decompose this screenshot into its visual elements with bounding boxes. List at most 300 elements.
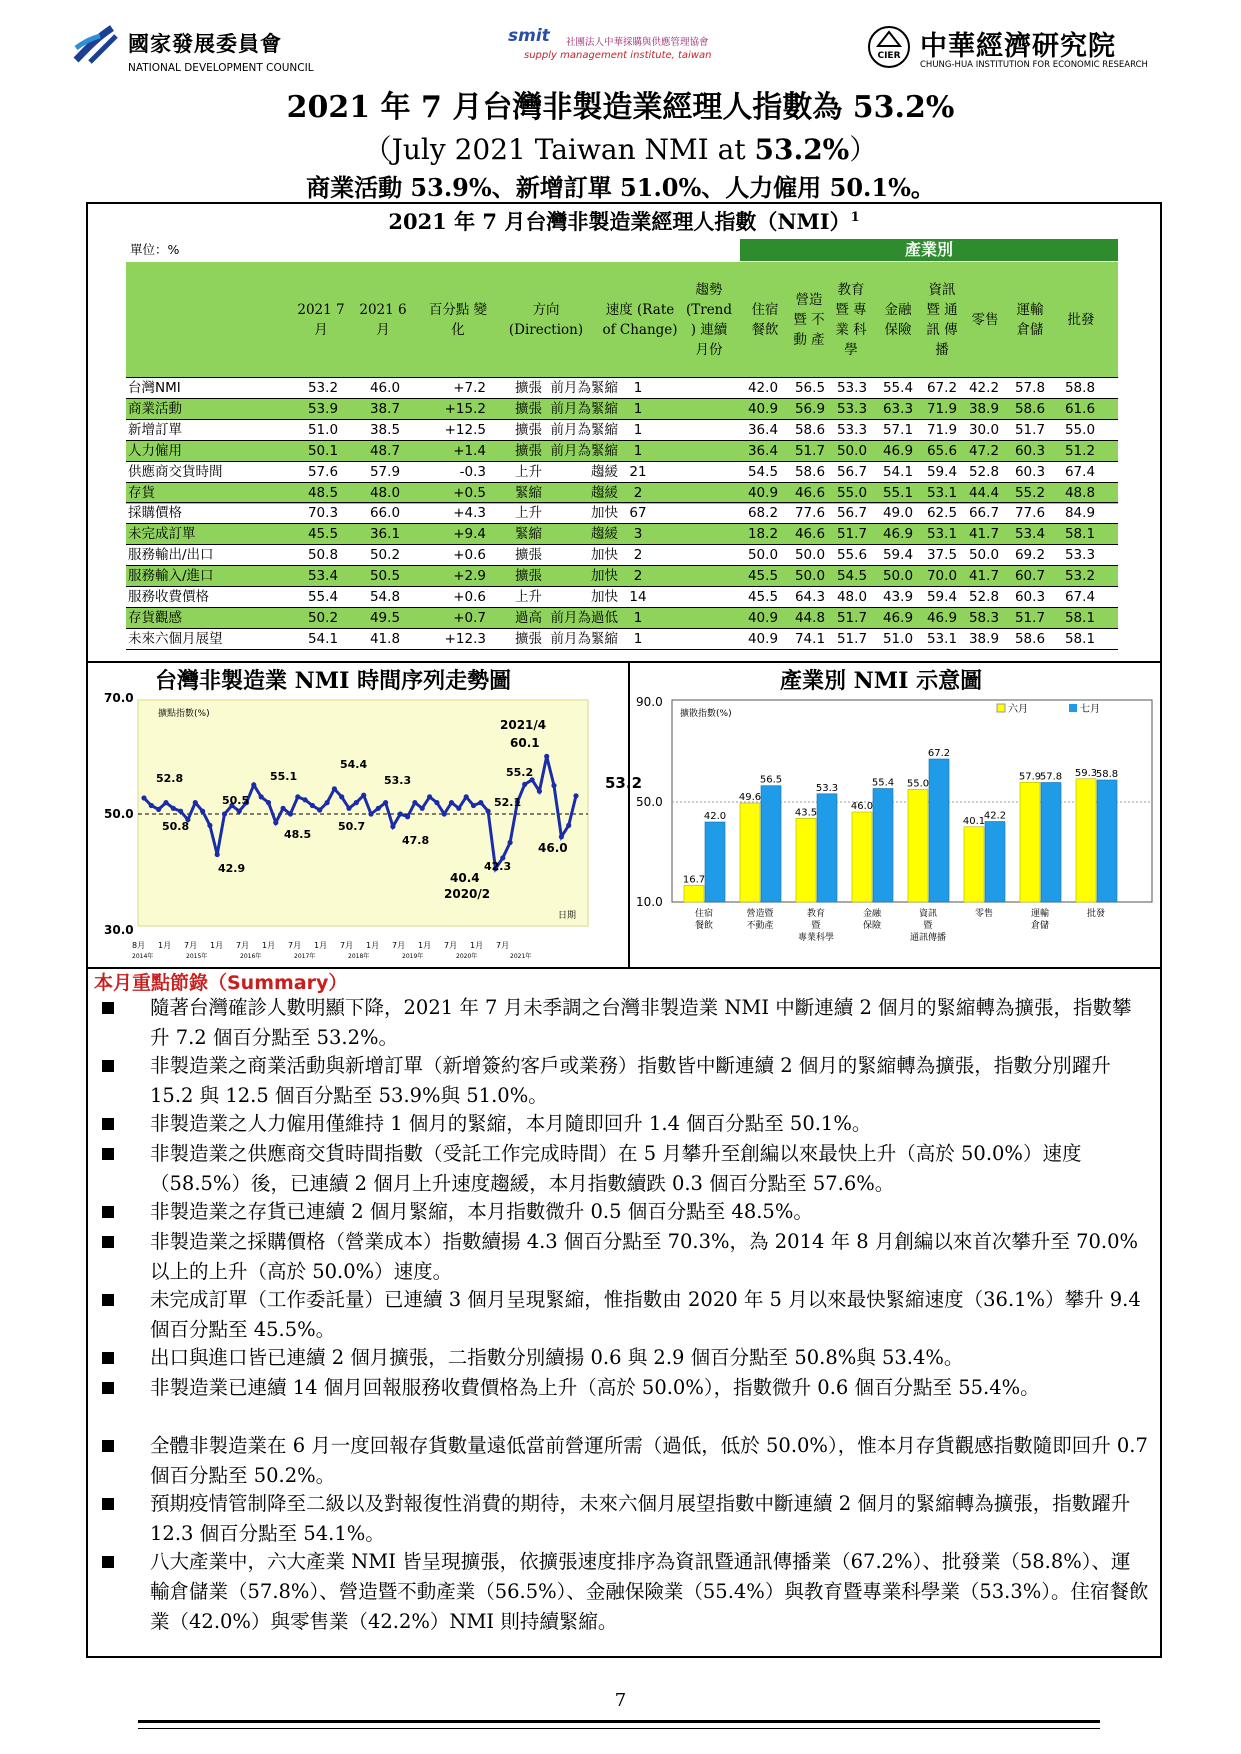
cell-industry-1: 54.5 <box>747 463 779 480</box>
row-label: 服務輸入/進口 <box>128 568 214 585</box>
nmi-series-point <box>339 794 344 799</box>
nmi-series-point <box>398 811 403 816</box>
nmi-series-point <box>405 814 410 819</box>
header-jun: 2021 6月 <box>359 301 407 338</box>
x-tick-label: 7月 <box>184 941 198 950</box>
cell-industry-8: 51.2 <box>1064 442 1096 459</box>
nmi-series-point <box>273 820 278 825</box>
nmi-series-point <box>551 783 556 788</box>
cell-industry-4: 54.1 <box>882 463 914 480</box>
cell-rate: 趨緩 <box>591 463 618 480</box>
cell-jul: 53.9 <box>307 400 339 417</box>
cell-trend: 2 <box>633 568 643 585</box>
bullet-square-icon <box>102 1148 114 1160</box>
bar-value-label: 55.0 <box>906 778 930 790</box>
cell-industry-4: 43.9 <box>882 589 914 605</box>
smit-wordmark: smit <box>508 26 550 46</box>
cell-industry-5: 71.9 <box>926 400 958 417</box>
cell-chg: +1.4 <box>453 442 486 459</box>
nmi-series-point <box>537 789 542 794</box>
nmi-time-series-chart <box>88 691 643 966</box>
cell-industry-6: 30.0 <box>968 421 1000 438</box>
cell-industry-3: 50.0 <box>836 442 868 459</box>
row-label: 新增訂單 <box>128 421 182 438</box>
cell-trend: 1 <box>633 609 643 626</box>
bullet-square-icon <box>102 1382 114 1394</box>
cier-logo <box>866 20 1166 76</box>
bar-value-label: 55.4 <box>871 777 895 789</box>
cell-dir: 上升 <box>515 463 542 480</box>
header-rate: 速度 (Rate of Change) <box>602 301 678 338</box>
cell-industry-6: 44.4 <box>968 484 1000 501</box>
nmi-series-point <box>178 809 183 814</box>
line-chart-plot-area <box>138 700 588 926</box>
summary-text: 未完成訂單（工作委託量）已連續 3 個月呈現緊縮，惟指數由 2020 年 5 月以來最快緊縮速度（36.1%）攀升 9.4 個百分點至 45.5%。 <box>150 1288 1141 1341</box>
cell-rate: 加快 <box>591 589 618 605</box>
summary-item <box>150 1547 1150 1637</box>
cell-industry-7: 60.3 <box>1014 442 1046 459</box>
summary-text: 非製造業之採購價格（營業成本）指數續揚 4.3 個百分點至 70.3%，為 2014 年 8 月創編以來首次攀升至 70.0%以上的上升（高於 50.0%）速度。 <box>150 1230 1139 1283</box>
table-row <box>126 462 1118 483</box>
year-tick-label: 2021年 <box>510 953 532 960</box>
bar-july <box>873 789 893 903</box>
cier-english-name: CHUNG-HUA INSTITUTION FOR ECONOMIC RESEARCH <box>920 60 1148 70</box>
cell-jun: 48.7 <box>369 442 401 459</box>
nmi-series-point <box>471 803 476 808</box>
cell-industry-8: 58.1 <box>1064 526 1096 543</box>
table-row <box>126 483 1118 504</box>
cell-industry-6: 47.2 <box>968 442 1000 459</box>
category-label: 暨 <box>811 921 821 931</box>
summary-item <box>150 1373 1150 1403</box>
row-label: 採購價格 <box>128 505 182 522</box>
category-label: 住宿 <box>694 909 714 919</box>
table-row <box>126 524 1118 545</box>
cell-industry-7: 58.6 <box>1014 400 1046 417</box>
bar-july <box>985 822 1005 903</box>
cell-industry-7: 51.7 <box>1014 421 1046 438</box>
bar-value-label: 49.6 <box>738 792 762 803</box>
category-label: 運輸 <box>1030 909 1050 919</box>
cell-industry-1: 40.9 <box>747 400 779 417</box>
annotation-trough-date: 2020/2 <box>444 887 491 901</box>
cell-chg: +0.6 <box>453 589 486 605</box>
table-row <box>126 399 1118 420</box>
annotation-a9: 53.3 <box>384 774 412 787</box>
summary-item <box>150 993 1150 1053</box>
cell-rate: 前月為緊縮 <box>550 380 618 396</box>
row-label: 商業活動 <box>128 400 182 417</box>
cell-jul: 50.8 <box>307 547 339 564</box>
cell-industry-8: 67.4 <box>1064 589 1096 605</box>
footer-rule <box>138 1720 1100 1723</box>
x-tick-label: 7月 <box>444 941 458 950</box>
cell-industry-3: 51.7 <box>836 630 868 647</box>
bar-value-label: 46.0 <box>850 801 874 812</box>
cier-badge-text: CIER <box>877 51 901 61</box>
category-label: 零售 <box>974 909 994 919</box>
line-chart-x-label: 日期 <box>558 911 577 921</box>
annotation-a11: 42.3 <box>484 860 512 873</box>
bar-value-label: 43.5 <box>794 807 818 819</box>
summary-item <box>150 1285 1150 1345</box>
category-label: 金融 <box>862 909 882 919</box>
cell-industry-7: 51.7 <box>1014 609 1046 626</box>
cell-dir: 上升 <box>515 505 542 522</box>
x-tick-label: 1月 <box>262 941 276 950</box>
bullet-square-icon <box>102 1352 114 1364</box>
cell-industry-6: 38.9 <box>968 630 1000 647</box>
line-chart-legend: 擴點指數(%) <box>158 709 210 719</box>
summary-item <box>150 1197 1150 1227</box>
header-direction: 方向 (Direction) <box>508 301 584 338</box>
nmi-series-point <box>456 806 461 811</box>
cell-jul: 54.1 <box>307 630 339 647</box>
cell-chg: +15.2 <box>444 400 486 417</box>
line-chart-title: 台灣非製造業 NMI 時間序列走勢圖 <box>155 668 512 694</box>
cell-jul: 55.4 <box>307 589 339 605</box>
cell-industry-6: 66.7 <box>968 505 1000 522</box>
year-tick-label: 2016年 <box>240 953 262 960</box>
nmi-series-point <box>449 800 454 805</box>
cell-industry-1: 40.9 <box>747 630 779 647</box>
bar-july <box>1097 780 1117 902</box>
cell-industry-5: 59.4 <box>926 589 958 605</box>
cell-rate: 前月為緊縮 <box>550 630 618 647</box>
category-label: 倉儲 <box>1030 921 1050 931</box>
cell-industry-8: 58.8 <box>1064 380 1096 396</box>
cell-rate: 前月為緊縮 <box>550 421 618 438</box>
row-label: 未來六個月展望 <box>128 630 223 647</box>
nmi-series-point <box>215 852 220 857</box>
annotation-a8: 50.7 <box>338 820 366 833</box>
cell-industry-3: 55.0 <box>836 484 868 501</box>
bullet-square-icon <box>102 1440 114 1452</box>
cell-dir: 擴張 <box>515 380 542 396</box>
cell-industry-4: 51.0 <box>882 630 914 647</box>
cell-industry-6: 38.9 <box>968 400 1000 417</box>
nmi-series-point <box>163 800 168 805</box>
nmi-series-point <box>478 800 483 805</box>
cell-dir: 擴張 <box>515 547 542 564</box>
cell-industry-7: 57.8 <box>1014 380 1046 396</box>
cell-industry-8: 55.0 <box>1064 421 1096 438</box>
row-label: 未完成訂單 <box>128 526 196 543</box>
bar-june <box>796 818 816 902</box>
cell-jun: 48.0 <box>369 484 401 501</box>
cell-industry-8: 53.3 <box>1064 547 1096 564</box>
nmi-series-point <box>559 834 564 839</box>
annotation-a4: 42.9 <box>218 862 246 875</box>
nmi-series-point <box>141 795 146 800</box>
cell-chg: +12.3 <box>444 630 486 647</box>
nmi-series-point <box>237 809 242 814</box>
legend-swatch-june <box>997 704 1005 712</box>
industry-nmi-bar-chart <box>632 692 1160 966</box>
ndc-logo <box>72 20 372 76</box>
bar-july <box>761 786 781 902</box>
bar-value-label: 42.0 <box>703 811 727 822</box>
summary-text: 非製造業之人力僱用僅維持 1 個月的緊縮，本月隨即回升 1.4 個百分點至 50.1%。 <box>150 1112 872 1135</box>
header-industry-1: 住宿 餐飲 <box>751 301 779 338</box>
cell-trend: 2 <box>633 547 643 564</box>
cell-jun: 46.0 <box>369 380 401 396</box>
cell-trend: 2 <box>633 484 643 501</box>
nmi-series-point <box>295 794 300 799</box>
bullet-square-icon <box>102 1294 114 1306</box>
bar-june <box>740 803 760 902</box>
row-label: 人力僱用 <box>128 442 182 459</box>
nmi-series-point <box>573 793 578 798</box>
cell-industry-8: 58.1 <box>1064 609 1096 626</box>
summary-item <box>150 1489 1150 1549</box>
cell-dir: 擴張 <box>515 442 542 459</box>
title-en-value: 53.2% <box>754 133 850 166</box>
ndc-name: 國家發展委員會 <box>128 32 282 56</box>
table-title <box>86 206 1162 236</box>
summary-text: 非製造業之供應商交貨時間指數（受託工作完成時間）在 5 月攀升至創編以來最快上升（高於 50.0%）速度（58.5%）後，已連續 2 個月上升速度趨緩，本月指數續跌 0.3 個百分點至 57.6%。 <box>150 1142 1082 1195</box>
row-divider <box>126 649 1118 650</box>
cell-industry-5: 70.0 <box>926 568 958 585</box>
nmi-series-point <box>361 793 366 798</box>
cell-jun: 50.2 <box>369 547 401 564</box>
nmi-series-point <box>171 806 176 811</box>
title-en-suffix: ） <box>849 133 878 166</box>
table-row <box>126 566 1118 587</box>
cell-trend: 3 <box>633 526 643 543</box>
category-label: 專業科學 <box>797 933 835 943</box>
cell-industry-2: 50.0 <box>794 547 826 564</box>
smit-chinese-name: 社團法人中華採購與供應管理協會 <box>566 37 709 48</box>
header-trend: 趨勢 (Trend ) 連續 月份 <box>685 281 733 358</box>
bar-value-label: 58.8 <box>1095 769 1119 780</box>
cell-industry-3: 55.6 <box>836 547 868 564</box>
row-label: 存貨 <box>128 484 155 501</box>
bar-june <box>964 827 984 902</box>
header-pct-change: 百分點 變化 <box>428 301 488 338</box>
cell-chg: -0.3 <box>459 463 486 480</box>
cell-industry-5: 65.6 <box>926 442 958 459</box>
bullet-square-icon <box>102 1498 114 1510</box>
year-tick-label: 2020年 <box>456 953 478 960</box>
cell-trend: 1 <box>633 421 643 438</box>
nmi-series-point <box>376 806 381 811</box>
cell-industry-8: 61.6 <box>1064 400 1096 417</box>
category-label: 餐飲 <box>694 921 714 931</box>
cell-industry-5: 53.1 <box>926 484 958 501</box>
annotation-a12: 55.2 <box>506 766 534 779</box>
cell-trend: 1 <box>633 442 643 459</box>
cell-industry-7: 69.2 <box>1014 547 1046 564</box>
cell-industry-4: 50.0 <box>882 568 914 585</box>
x-tick-label: 7月 <box>288 941 302 950</box>
bar-value-label: 57.9 <box>1018 771 1042 783</box>
smit-logo <box>508 26 748 66</box>
cell-industry-2: 44.8 <box>794 609 826 626</box>
x-tick-label: 8月 <box>132 941 146 950</box>
cell-industry-4: 55.4 <box>882 380 914 396</box>
nmi-series-point <box>508 840 513 845</box>
annotation-a2: 50.8 <box>162 820 190 833</box>
category-label: 批發 <box>1086 909 1106 919</box>
cell-industry-3: 56.7 <box>836 505 868 522</box>
nmi-series-point <box>383 800 388 805</box>
cell-industry-6: 42.2 <box>968 380 1000 396</box>
nmi-series-point <box>332 786 337 791</box>
cell-industry-8: 58.1 <box>1064 630 1096 647</box>
annotation-trough-value: 40.4 <box>450 871 480 885</box>
cell-industry-6: 52.8 <box>968 589 1000 605</box>
x-tick-label: 7月 <box>340 941 354 950</box>
nmi-series-point <box>310 803 315 808</box>
nmi-series-point <box>325 800 330 805</box>
row-label: 服務收費價格 <box>128 589 209 605</box>
cell-industry-2: 74.1 <box>794 630 826 647</box>
bar-value-label: 16.7 <box>682 874 706 886</box>
smit-english-name: supply management institute, taiwan <box>524 50 712 61</box>
summary-item <box>150 1431 1150 1491</box>
cell-dir: 擴張 <box>515 400 542 417</box>
bar-chart-y-label: 擴散指數(%) <box>680 709 732 719</box>
cell-jul: 50.1 <box>307 442 339 459</box>
cell-rate: 加快 <box>591 547 618 564</box>
cell-dir: 上升 <box>515 589 542 605</box>
cell-industry-8: 84.9 <box>1064 505 1096 522</box>
cell-industry-5: 62.5 <box>926 505 958 522</box>
x-tick-label: 1月 <box>470 941 484 950</box>
nmi-series-point <box>486 809 491 814</box>
x-tick-label: 1月 <box>210 941 224 950</box>
nmi-series-point <box>317 807 322 812</box>
summary-title: 本月重點節錄（Summary） <box>94 972 348 994</box>
cell-trend: 21 <box>629 463 647 480</box>
nmi-series-point <box>259 794 264 799</box>
cell-dir: 過高 <box>515 609 542 626</box>
cell-industry-2: 51.7 <box>794 442 826 459</box>
bar-june <box>908 790 928 903</box>
table-row <box>126 629 1118 650</box>
annotation-last-value: 53.2 <box>605 774 643 792</box>
bar-chart-title: 產業別 NMI 示意圖 <box>780 668 983 694</box>
cell-industry-3: 53.3 <box>836 400 868 417</box>
cell-industry-8: 53.2 <box>1064 568 1096 585</box>
footer-rule-thin <box>138 1728 1100 1729</box>
summary-text: 非製造業之商業活動與新增訂單（新增簽約客戶或業務）指數皆中斷連續 2 個月的緊縮轉為擴張，指數分別躍升 15.2 與 12.5 個百分點至 53.9%與 51.0%。 <box>150 1054 1111 1107</box>
cell-jun: 50.5 <box>369 568 401 585</box>
bar-value-label: 53.3 <box>815 782 839 794</box>
summary-text: 非製造業已連續 14 個月回報服務收費價格為上升（高於 50.0%），指數微升 0.6 個百分點至 55.4%。 <box>150 1376 1040 1399</box>
nmi-series-point <box>346 806 351 811</box>
cell-chg: +0.5 <box>453 484 486 501</box>
cell-industry-1: 45.5 <box>747 568 779 585</box>
cell-industry-4: 55.1 <box>882 484 914 501</box>
bar-value-label: 42.2 <box>983 810 1007 822</box>
frame-divider-table <box>86 661 1162 663</box>
nmi-series-point <box>266 800 271 805</box>
cell-rate: 前月為緊縮 <box>550 400 618 417</box>
summary-item <box>150 1139 1150 1199</box>
bullet-square-icon <box>102 1206 114 1218</box>
industry-header: 產業別 <box>740 239 1118 261</box>
cell-trend: 67 <box>629 505 647 522</box>
cell-industry-4: 57.1 <box>882 421 914 438</box>
x-tick-label: 7月 <box>392 941 406 950</box>
cell-chg: +2.9 <box>453 568 486 585</box>
annotation-peak-value: 60.1 <box>510 736 540 750</box>
year-tick-label: 2019年 <box>402 953 424 960</box>
table-title-footnote: 1 <box>850 210 860 225</box>
line-chart-x-ticks <box>132 941 531 960</box>
table-row <box>126 503 1118 524</box>
cell-industry-5: 46.9 <box>926 609 958 626</box>
nmi-series-point <box>442 811 447 816</box>
cell-jun: 57.9 <box>369 463 401 480</box>
table-row <box>126 378 1118 399</box>
table-unit: 單位：% <box>130 242 180 257</box>
cell-industry-4: 49.0 <box>882 505 914 522</box>
annotation-a7: 54.4 <box>340 758 368 771</box>
cell-dir: 擴張 <box>515 421 542 438</box>
cell-industry-1: 68.2 <box>747 505 779 522</box>
cell-industry-5: 59.4 <box>926 463 958 480</box>
bar-value-label: 59.3 <box>1074 767 1098 779</box>
cell-chg: +9.4 <box>453 526 486 543</box>
x-tick-label: 1月 <box>366 941 380 950</box>
cell-industry-5: 37.5 <box>926 547 958 564</box>
year-tick-label: 2018年 <box>348 953 370 960</box>
cell-jun: 38.7 <box>369 400 401 417</box>
bullet-square-icon <box>102 1236 114 1248</box>
cell-industry-7: 53.4 <box>1014 526 1046 543</box>
cell-rate: 加快 <box>591 568 618 585</box>
cell-industry-3: 53.3 <box>836 421 868 438</box>
nmi-series-point <box>427 794 432 799</box>
header-industry-8: 批發 <box>1067 311 1095 328</box>
x-tick-label: 7月 <box>496 941 510 950</box>
cell-dir: 緊縮 <box>515 484 542 501</box>
category-label: 通訊傳播 <box>909 933 947 943</box>
header-jul: 2021 7月 <box>297 301 345 338</box>
y-tick-70: 70.0 <box>104 691 134 705</box>
table-row <box>126 420 1118 441</box>
cell-industry-2: 46.6 <box>794 526 826 543</box>
cell-jun: 41.8 <box>369 630 401 647</box>
cell-chg: +12.5 <box>444 421 486 438</box>
cier-name: 中華經濟研究院 <box>920 31 1116 62</box>
legend-label-july: 七月 <box>1080 704 1100 715</box>
cell-industry-4: 46.9 <box>882 442 914 459</box>
x-tick-label: 1月 <box>314 941 328 950</box>
nmi-series-point <box>193 800 198 805</box>
cell-industry-3: 48.0 <box>836 589 868 605</box>
nmi-series-point <box>222 811 227 816</box>
category-label: 教育 <box>806 909 826 919</box>
bar-value-label: 57.8 <box>1039 771 1063 783</box>
cell-industry-2: 46.6 <box>794 484 826 501</box>
summary-item <box>150 1227 1150 1287</box>
cell-industry-3: 51.7 <box>836 526 868 543</box>
cell-industry-1: 18.2 <box>747 526 779 543</box>
table-row <box>126 441 1118 462</box>
cell-industry-5: 53.1 <box>926 630 958 647</box>
cell-industry-1: 40.9 <box>747 484 779 501</box>
nmi-series-point <box>544 754 549 759</box>
row-label: 供應商交貨時間 <box>128 463 223 480</box>
header-industry-6: 零售 <box>971 311 999 328</box>
nmi-series-point <box>368 811 373 816</box>
cell-industry-1: 36.4 <box>747 421 779 438</box>
summary-text: 隨著台灣確診人數明顯下降，2021 年 7 月未季調之台灣非製造業 NMI 中斷連續 2 個月的緊縮轉為擴張，指數攀升 7.2 個百分點至 53.2%。 <box>150 996 1132 1049</box>
